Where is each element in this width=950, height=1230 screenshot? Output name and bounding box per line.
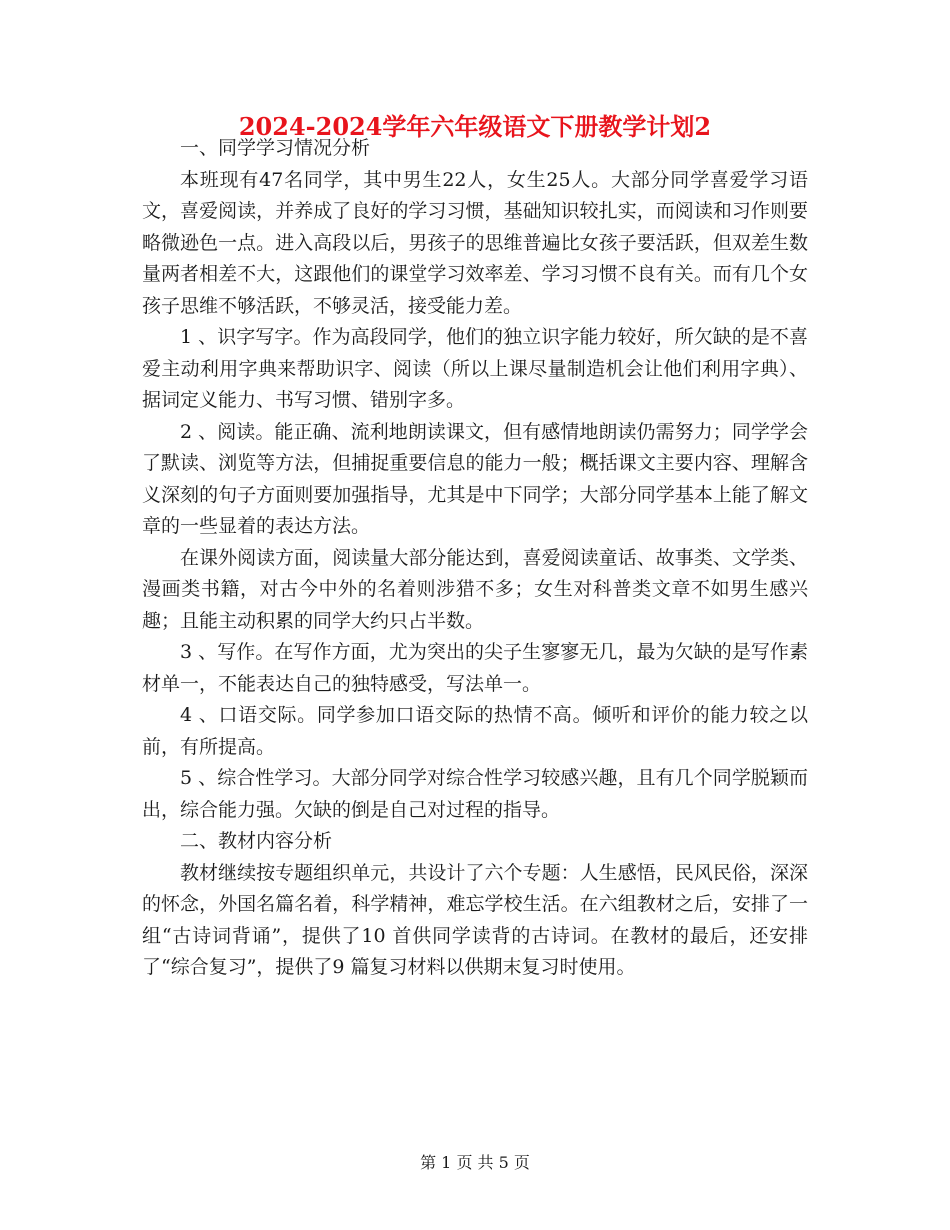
document-title: 2024-2024学年六年级语文下册教学计划2 — [238, 112, 712, 141]
page-number-footer: 第 1 页 共 5 页 — [420, 1153, 530, 1172]
paragraph-literacy-writing: 1 、识字写字。作为高段同学，他们的独立识字能力较好，所欠缺的是不喜爱主动利用字典来帮助识字、阅读（所以上课尽量制造机会让他们利用字典）、据词定义能力、书写习惯、错别字多。 — [142, 326, 808, 411]
paragraph-reading: 2 、阅读。能正确、流利地朗读课文，但有感情地朗读仍需努力；同学学会了默读、浏览等方法，但捕捉重要信息的能力一般；概括课文主要内容、理解含义深刻的句子方面则要加强指导，尤其是中下同学；大部分同学基本上能了解文章的一些显着的表达方法。 — [142, 420, 808, 537]
section-heading-textbook-analysis: 二、教材内容分析 — [180, 830, 333, 852]
paragraph-composition: 3 、写作。在写作方面，尤为突出的尖子生寥寥无几，最为欠缺的是写作素材单一，不能表达自己的独特感受，写法单一。 — [142, 641, 808, 695]
paragraph-class-overview: 本班现有47名同学，其中男生22人，女生25人。大部分同学喜爱学习语文，喜爱阅读，并养成了良好的学习习惯，基础知识较扎实，而阅读和习作则要略微逊色一点。进入高段以后，男孩子的思维普遍比女孩子要活跃，但双差生数量两者相差不大，这跟他们的课堂学习效率差、学习习惯不良有关。而有几个女孩子思维不够活跃，不够灵活，接受能力差。 — [142, 168, 808, 317]
paragraph-textbook-content: 教材继续按专题组织单元，共设计了六个专题：人生感悟，民风民俗，深深的怀念，外国名篇名着，科学精神，难忘学校生活。在六组教材之后，安排了一组“古诗词背诵”，提供了10 首供同学读背的古诗词。在教材的最后，还安排了“综合复习”，提供了9 篇复习材料以供期末复习时使用。 — [142, 861, 808, 978]
paragraph-comprehensive-learning: 5 、综合性学习。大部分同学对综合性学习较感兴趣，且有几个同学脱颖而出，综合能力强。欠缺的倒是自己对过程的指导。 — [142, 767, 808, 821]
paragraph-oral-communication: 4 、口语交际。同学参加口语交际的热情不高。倾听和评价的能力较之以前，有所提高。 — [142, 704, 808, 758]
paragraph-extracurricular-reading: 在课外阅读方面，阅读量大部分能达到，喜爱阅读童话、故事类、文学类、漫画类书籍，对古今中外的名着则涉猎不多；女生对科普类文章不如男生感兴趣；且能主动积累的同学大约只占半数。 — [142, 546, 808, 632]
document-body — [142, 133, 808, 984]
section-heading-student-analysis: 一、同学学习情况分析 — [180, 137, 371, 159]
